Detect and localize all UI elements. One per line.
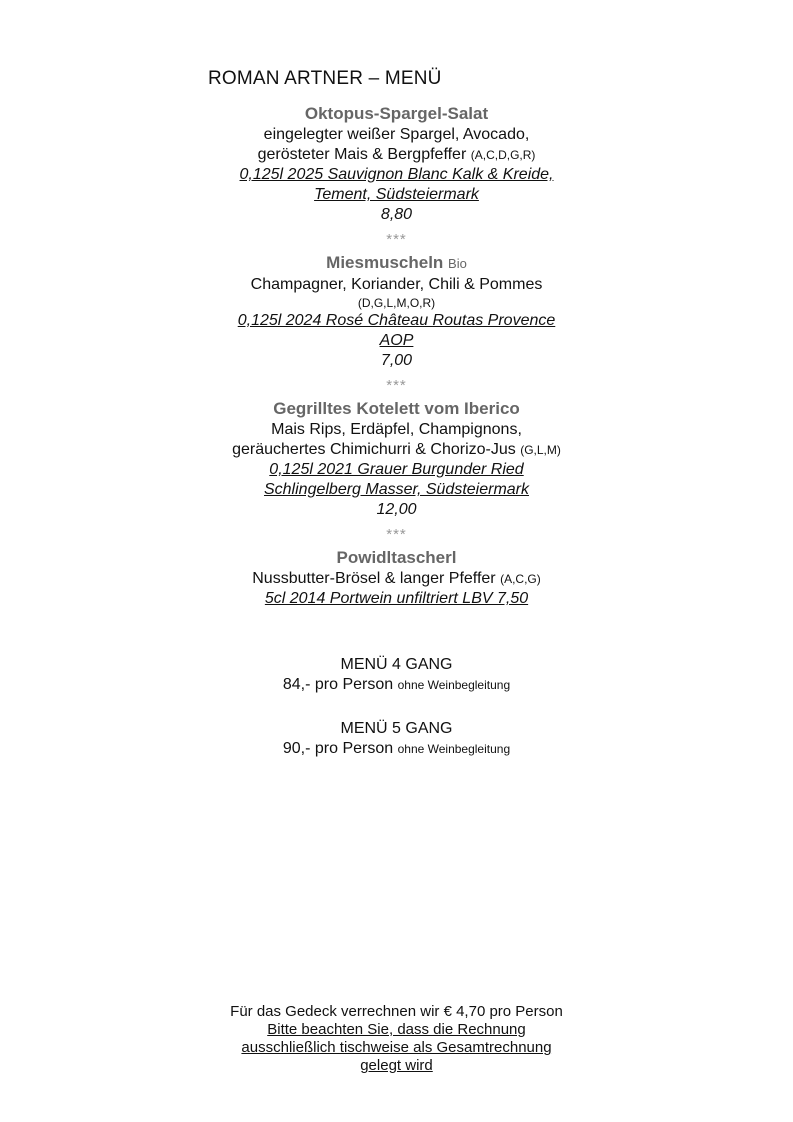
menu-option-price: 84,- pro Person <box>282 676 394 693</box>
footer-notice <box>0 1003 793 1075</box>
dish-name-line <box>0 252 793 275</box>
menu-option-price: 90,- pro Person <box>282 740 394 757</box>
wine-pairing-line-2: Tement, Südsteiermark <box>314 186 479 203</box>
wine-pairing: 5cl 2014 Portwein unfiltriert LBV 7,50 <box>264 590 529 607</box>
wine-pairing: 0,125l 2024 Rosé Château Routas Provence <box>237 312 556 329</box>
separator: *** <box>386 526 407 543</box>
menu-option-price-line <box>0 739 793 759</box>
wine-pairing-line-2: AOP <box>379 332 414 349</box>
billing-note-line-3: gelegt wird <box>360 1057 433 1074</box>
menu-option-label: MENÜ 4 GANG <box>340 656 453 673</box>
dish-description-text: gerösteter Mais & Bergpfeffer <box>257 146 467 163</box>
wine-pairing-line-2: Schlingelberg Masser, Südsteiermark <box>263 481 529 498</box>
allergens: (A,C,G) <box>500 572 541 586</box>
course-4 <box>0 547 793 609</box>
dish-price: 8,80 <box>380 206 413 223</box>
wine-pairing: 0,125l 2025 Sauvignon Blanc Kalk & Kreide, <box>239 166 554 183</box>
menu-option-5 <box>0 719 793 759</box>
dish-description: eingelegter weißer Spargel, Avocado, <box>263 126 530 143</box>
dish-description-text: geräuchertes Chimichurri & Chorizo-Jus <box>232 441 516 458</box>
menu-option-note: ohne Weinbegleitung <box>397 678 511 692</box>
menu-courses <box>0 103 793 759</box>
dish-price: 12,00 <box>376 501 417 518</box>
dish-description: Nussbutter-Brösel & langer Pfeffer <box>252 570 496 587</box>
allergens: (G,L,M) <box>520 443 561 457</box>
dish-name: Miesmuscheln <box>326 253 444 272</box>
dish-price: 7,00 <box>380 352 413 369</box>
separator: *** <box>386 377 407 394</box>
wine-pairing: 0,125l 2021 Grauer Burgunder Ried <box>269 461 524 478</box>
billing-note-line-1: Bitte beachten Sie, dass die Rechnung <box>267 1021 526 1038</box>
course-3 <box>0 398 793 520</box>
dish-name: Powidltascherl <box>336 548 457 567</box>
allergens: (D,G,L,M,O,R) <box>357 296 436 310</box>
course-2 <box>0 252 793 371</box>
dish-description: Champagner, Koriander, Chili & Pommes <box>250 276 543 293</box>
menu-option-price-line <box>0 675 793 695</box>
cover-charge-note: Für das Gedeck verrechnen wir € 4,70 pro Person <box>230 1003 563 1020</box>
page-title: ROMAN ARTNER – MENÜ <box>208 68 442 89</box>
dish-name: Gegrilltes Kotelett vom Iberico <box>273 399 520 418</box>
dish-description-line-2 <box>0 145 793 165</box>
billing-note-line-2: ausschließlich tischweise als Gesamtrechnung <box>241 1039 552 1056</box>
dish-description-line-2 <box>0 440 793 460</box>
dish-description: Mais Rips, Erdäpfel, Champignons, <box>271 421 522 438</box>
separator: *** <box>386 231 407 248</box>
allergens: (A,C,D,G,R) <box>470 148 536 162</box>
menu-option-label: MENÜ 5 GANG <box>340 720 453 737</box>
bio-label: Bio <box>448 256 467 271</box>
dish-name: Oktopus-Spargel-Salat <box>304 104 489 123</box>
dish-description-line <box>0 569 793 589</box>
menu-option-4 <box>0 655 793 695</box>
course-1 <box>0 103 793 225</box>
menu-option-note: ohne Weinbegleitung <box>397 742 511 756</box>
